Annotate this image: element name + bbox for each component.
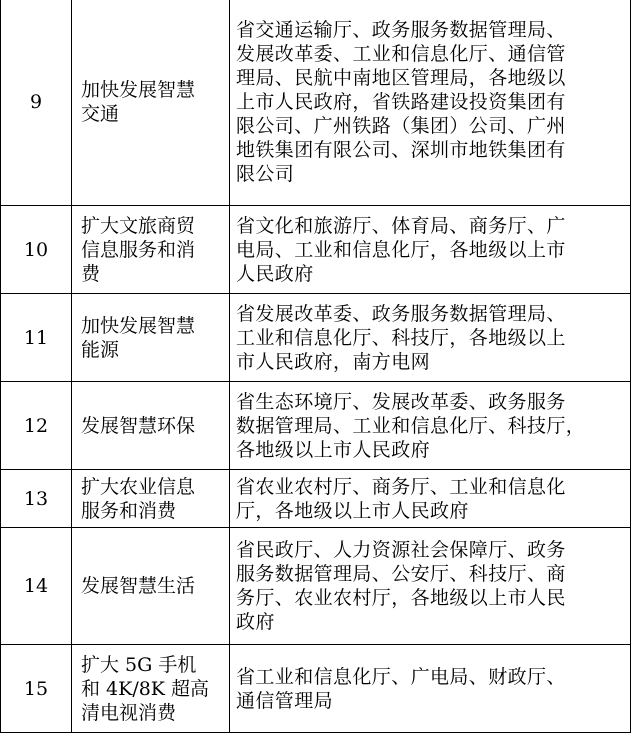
task-item-line: 扩大文旅商贸 — [81, 214, 196, 237]
table-row — [1, 528, 631, 645]
dept-line: 省农业农村厅、商务厅、工业和信息化 — [236, 475, 566, 498]
table-row — [1, 470, 631, 528]
dept-line: 限公司 — [236, 163, 295, 185]
responsible-departments — [230, 470, 631, 528]
task-item-line: 能源 — [81, 338, 120, 361]
responsible-departments — [230, 206, 631, 294]
responsible-departments — [230, 382, 631, 470]
dept-line: 理局、民航中南地区管理局，各地级以 — [236, 67, 566, 89]
task-item-line: 加快发展智慧 — [81, 314, 196, 337]
task-item-line: 服务和消费 — [81, 499, 177, 522]
task-item — [72, 206, 230, 294]
responsible-departments — [230, 528, 631, 645]
row-number: 13 — [1, 470, 72, 528]
responsible-departments — [230, 645, 631, 733]
dept-line: 发展改革委、工业和信息化厅、通信管 — [236, 43, 566, 65]
row-number: 11 — [1, 294, 72, 382]
dept-line: 务厅、农业农村厅，各地级以上市人民 — [236, 587, 566, 609]
task-item-line: 加快发展智慧 — [81, 79, 196, 101]
task-item — [72, 528, 230, 645]
dept-line: 数据管理局、工业和信息化厅、科技厅， — [236, 414, 586, 437]
row-number: 15 — [1, 645, 72, 733]
dept-line: 电局、工业和信息化厅，各地级以上市 — [236, 238, 566, 261]
task-item-line: 发展智慧环保 — [81, 414, 196, 437]
dept-line: 市人民政府，南方电网 — [236, 350, 431, 373]
dept-line: 省民政厅、人力资源社会保障厅、政务 — [236, 539, 566, 561]
dept-line: 人民政府 — [236, 262, 314, 285]
responsible-departments — [230, 0, 631, 206]
task-item-line: 信息服务和消 — [81, 238, 196, 261]
dept-line: 政府 — [236, 611, 275, 633]
task-item-line: 扩大农业信息 — [81, 475, 196, 498]
task-item — [72, 294, 230, 382]
dept-line: 地铁集团有限公司、深圳市地铁集团有 — [236, 139, 566, 161]
dept-line: 省发展改革委、政务服务数据管理局、 — [236, 302, 566, 325]
row-number: 9 — [1, 0, 72, 206]
dept-line: 省工业和信息化厅、广电局、财政厅、 — [236, 665, 566, 688]
table-row — [1, 0, 631, 206]
dept-line: 限公司、广州铁路（集团）公司、广州 — [236, 115, 566, 137]
task-item-line: 发展智慧生活 — [81, 575, 196, 597]
row-number: 10 — [1, 206, 72, 294]
table-row — [1, 382, 631, 470]
task-item-line: 扩大 5G 手机 — [81, 653, 197, 676]
responsible-departments — [230, 294, 631, 382]
task-item — [72, 645, 230, 733]
task-item — [72, 382, 230, 470]
table-row — [1, 206, 631, 294]
row-number: 12 — [1, 382, 72, 470]
task-item-line: 费 — [81, 262, 101, 285]
dept-line: 通信管理局 — [236, 689, 334, 712]
task-item-line: 和 4K/8K 超高 — [81, 677, 210, 700]
task-item — [72, 470, 230, 528]
dept-line: 省交通运输厅、政务服务数据管理局、 — [236, 19, 566, 41]
table-row — [1, 645, 631, 733]
table-body — [1, 0, 631, 733]
dept-line: 省文化和旅游厅、体育局、商务厅、广 — [236, 214, 566, 237]
dept-line: 各地级以上市人民政府 — [236, 438, 431, 461]
table-row — [1, 294, 631, 382]
row-number: 14 — [1, 528, 72, 645]
dept-line: 服务数据管理局、公安厅、科技厅、商 — [236, 563, 566, 585]
task-item-line: 交通 — [81, 103, 120, 125]
dept-line: 工业和信息化厅、科技厅，各地级以上 — [236, 326, 566, 349]
dept-line: 上市人民政府，省铁路建设投资集团有 — [236, 91, 566, 113]
task-item — [72, 0, 230, 206]
dept-line: 厅，各地级以上市人民政府 — [236, 499, 469, 522]
dept-line: 省生态环境厅、发展改革委、政务服务 — [236, 390, 566, 413]
task-item-line: 清电视消费 — [81, 701, 177, 724]
